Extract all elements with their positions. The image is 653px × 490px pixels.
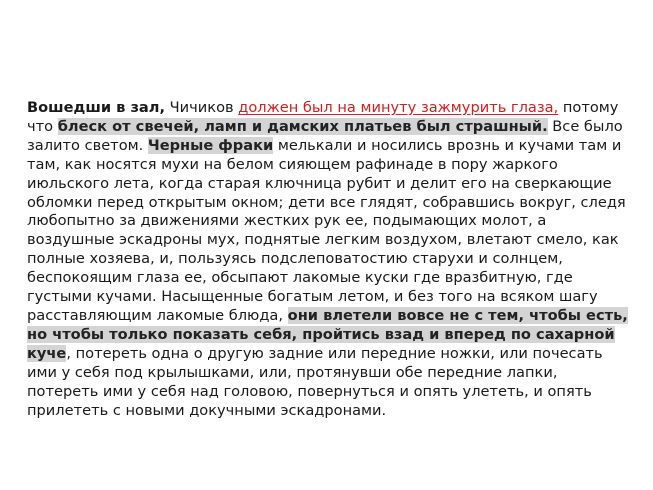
text-segment-red-underlined: должен был на минуту зажмурить глаза, (238, 99, 559, 116)
text-segment: потому что (27, 99, 619, 135)
text-paragraph (27, 99, 633, 420)
text-segment: , потереть одна о другую задние или передние ножки, или почесать ими у себя под крылышками, или, протянувши обе передние лапки, потереть ими у себя над головою, повернуться и опять улететь, и опять прилететь с новыми докучными эскадронами. (27, 344, 603, 419)
text-segment-highlighted: Черные фраки (147, 136, 274, 154)
text-segment: Чичиков (165, 99, 239, 116)
text-segment-bold-opening: Вошедши в зал, (27, 99, 166, 116)
text-segment: мелькали и носились врознь и кучами там и там, как носятся мухи на белом сияющем рафинаде в пору жаркого июльского лета, когда старая ключница рубит и делит его на сверкающие обломки перед открытым окном; дети все глядят, собравшись вокруг, следя любопытно за движениями жестких рук ее, подымающих молот, а воздушные эскадроны мух, поднятые легким воздухом, влетают смело, как полные хозяева, и, пользуясь подслеповатостию старухи и солнцем, беспокоящим глаза ее, обсыпают лакомые куски где вразбитную, где густыми кучами. Насыщенные богатым летом, и без того на всяком шагу расставляющим лакомые блюда, (27, 136, 626, 324)
text-segment-highlighted: блеск от свечей, ламп и дамских платьев был страшный. (57, 117, 548, 135)
text-segment-highlighted: они влетели вовсе не с тем, чтобы есть, но чтобы только показать себя, пройтись взад и вперед по сахарной куче (27, 306, 628, 362)
text-segment: Все было залито светом. (27, 117, 623, 154)
